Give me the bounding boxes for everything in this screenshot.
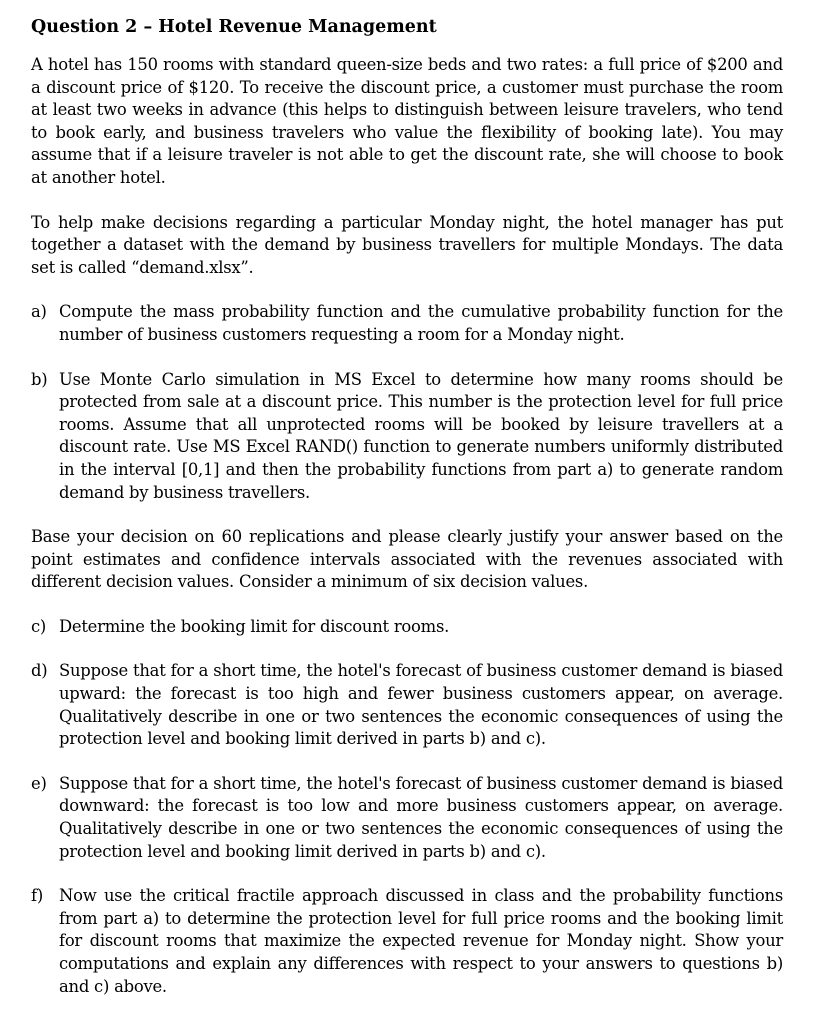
item-text: Compute the mass probability function and the cumulative probability function for the number of business customers requesting a room for a Monday night.	[59, 302, 783, 344]
question-item-e	[31, 773, 783, 863]
question-item-b	[31, 369, 783, 505]
item-label: e)	[31, 773, 47, 793]
question-title: Question 2 – Hotel Revenue Management	[31, 17, 437, 37]
question-item-a	[31, 301, 783, 346]
question-item-d	[31, 660, 783, 750]
item-label: d)	[31, 661, 48, 681]
question-item-c	[31, 616, 783, 639]
item-label: f)	[31, 886, 43, 906]
replications-paragraph: Base your decision on 60 replications and please clearly justify your answer based on the point estimates and confidence intervals associated with the revenues associated with different decision values. Consider a minimum of six decision values.	[31, 527, 783, 592]
item-label: c)	[31, 616, 47, 636]
item-text: Now use the critical fractile approach discussed in class and the probability functions from part a) to determine the protection level for full price rooms and the booking limit for discount rooms that maximize the expected revenue for Monday night. Show your computations and explain any differences with respect to your answers to questions b) and c) above.	[59, 886, 783, 996]
item-label: a)	[31, 302, 47, 322]
intro-paragraph: A hotel has 150 rooms with standard queen-size beds and two rates: a full price of $200 and a discount price of $120. To receive the discount price, a customer must purchase the room at least two weeks in advance (this helps to distinguish between leisure travelers, who tend to book early, and business travelers who value the flexibility of booking late). You may assume that if a leisure traveler is not able to get the discount rate, she will choose to book at another hotel.	[31, 55, 783, 187]
item-text: Determine the booking limit for discount rooms.	[59, 616, 450, 636]
item-text: Suppose that for a short time, the hotel's forecast of business customer demand is biased downward: the forecast is too low and more business customers appear, on average. Qualitatively describe in one or two sentences the economic consequences of using the protection level and booking limit derived in parts b) and c).	[59, 773, 783, 861]
item-label: b)	[31, 369, 48, 389]
item-text: Use Monte Carlo simulation in MS Excel to determine how many rooms should be protected from sale at a discount price. This number is the protection level for full price rooms. Assume that all unprotected rooms will be booked by leisure travellers at a discount rate. Use MS Excel RAND() function to generate numbers uniformly distributed in the interval [0,1] and then the probability functions from part a) to generate random demand by business travellers.	[59, 369, 783, 502]
question-item-f	[31, 885, 783, 998]
dataset-paragraph: To help make decisions regarding a particular Monday night, the hotel manager has put together a dataset with the demand by business travellers for multiple Mondays. The data set is called “demand.xlsx”.	[31, 212, 783, 277]
item-text: Suppose that for a short time, the hotel's forecast of business customer demand is biased upward: the forecast is too high and fewer business customers appear, on average. Qualitatively describe in one or two sentences the economic consequences of using the protection level and booking limit derived in parts b) and c).	[59, 661, 783, 749]
